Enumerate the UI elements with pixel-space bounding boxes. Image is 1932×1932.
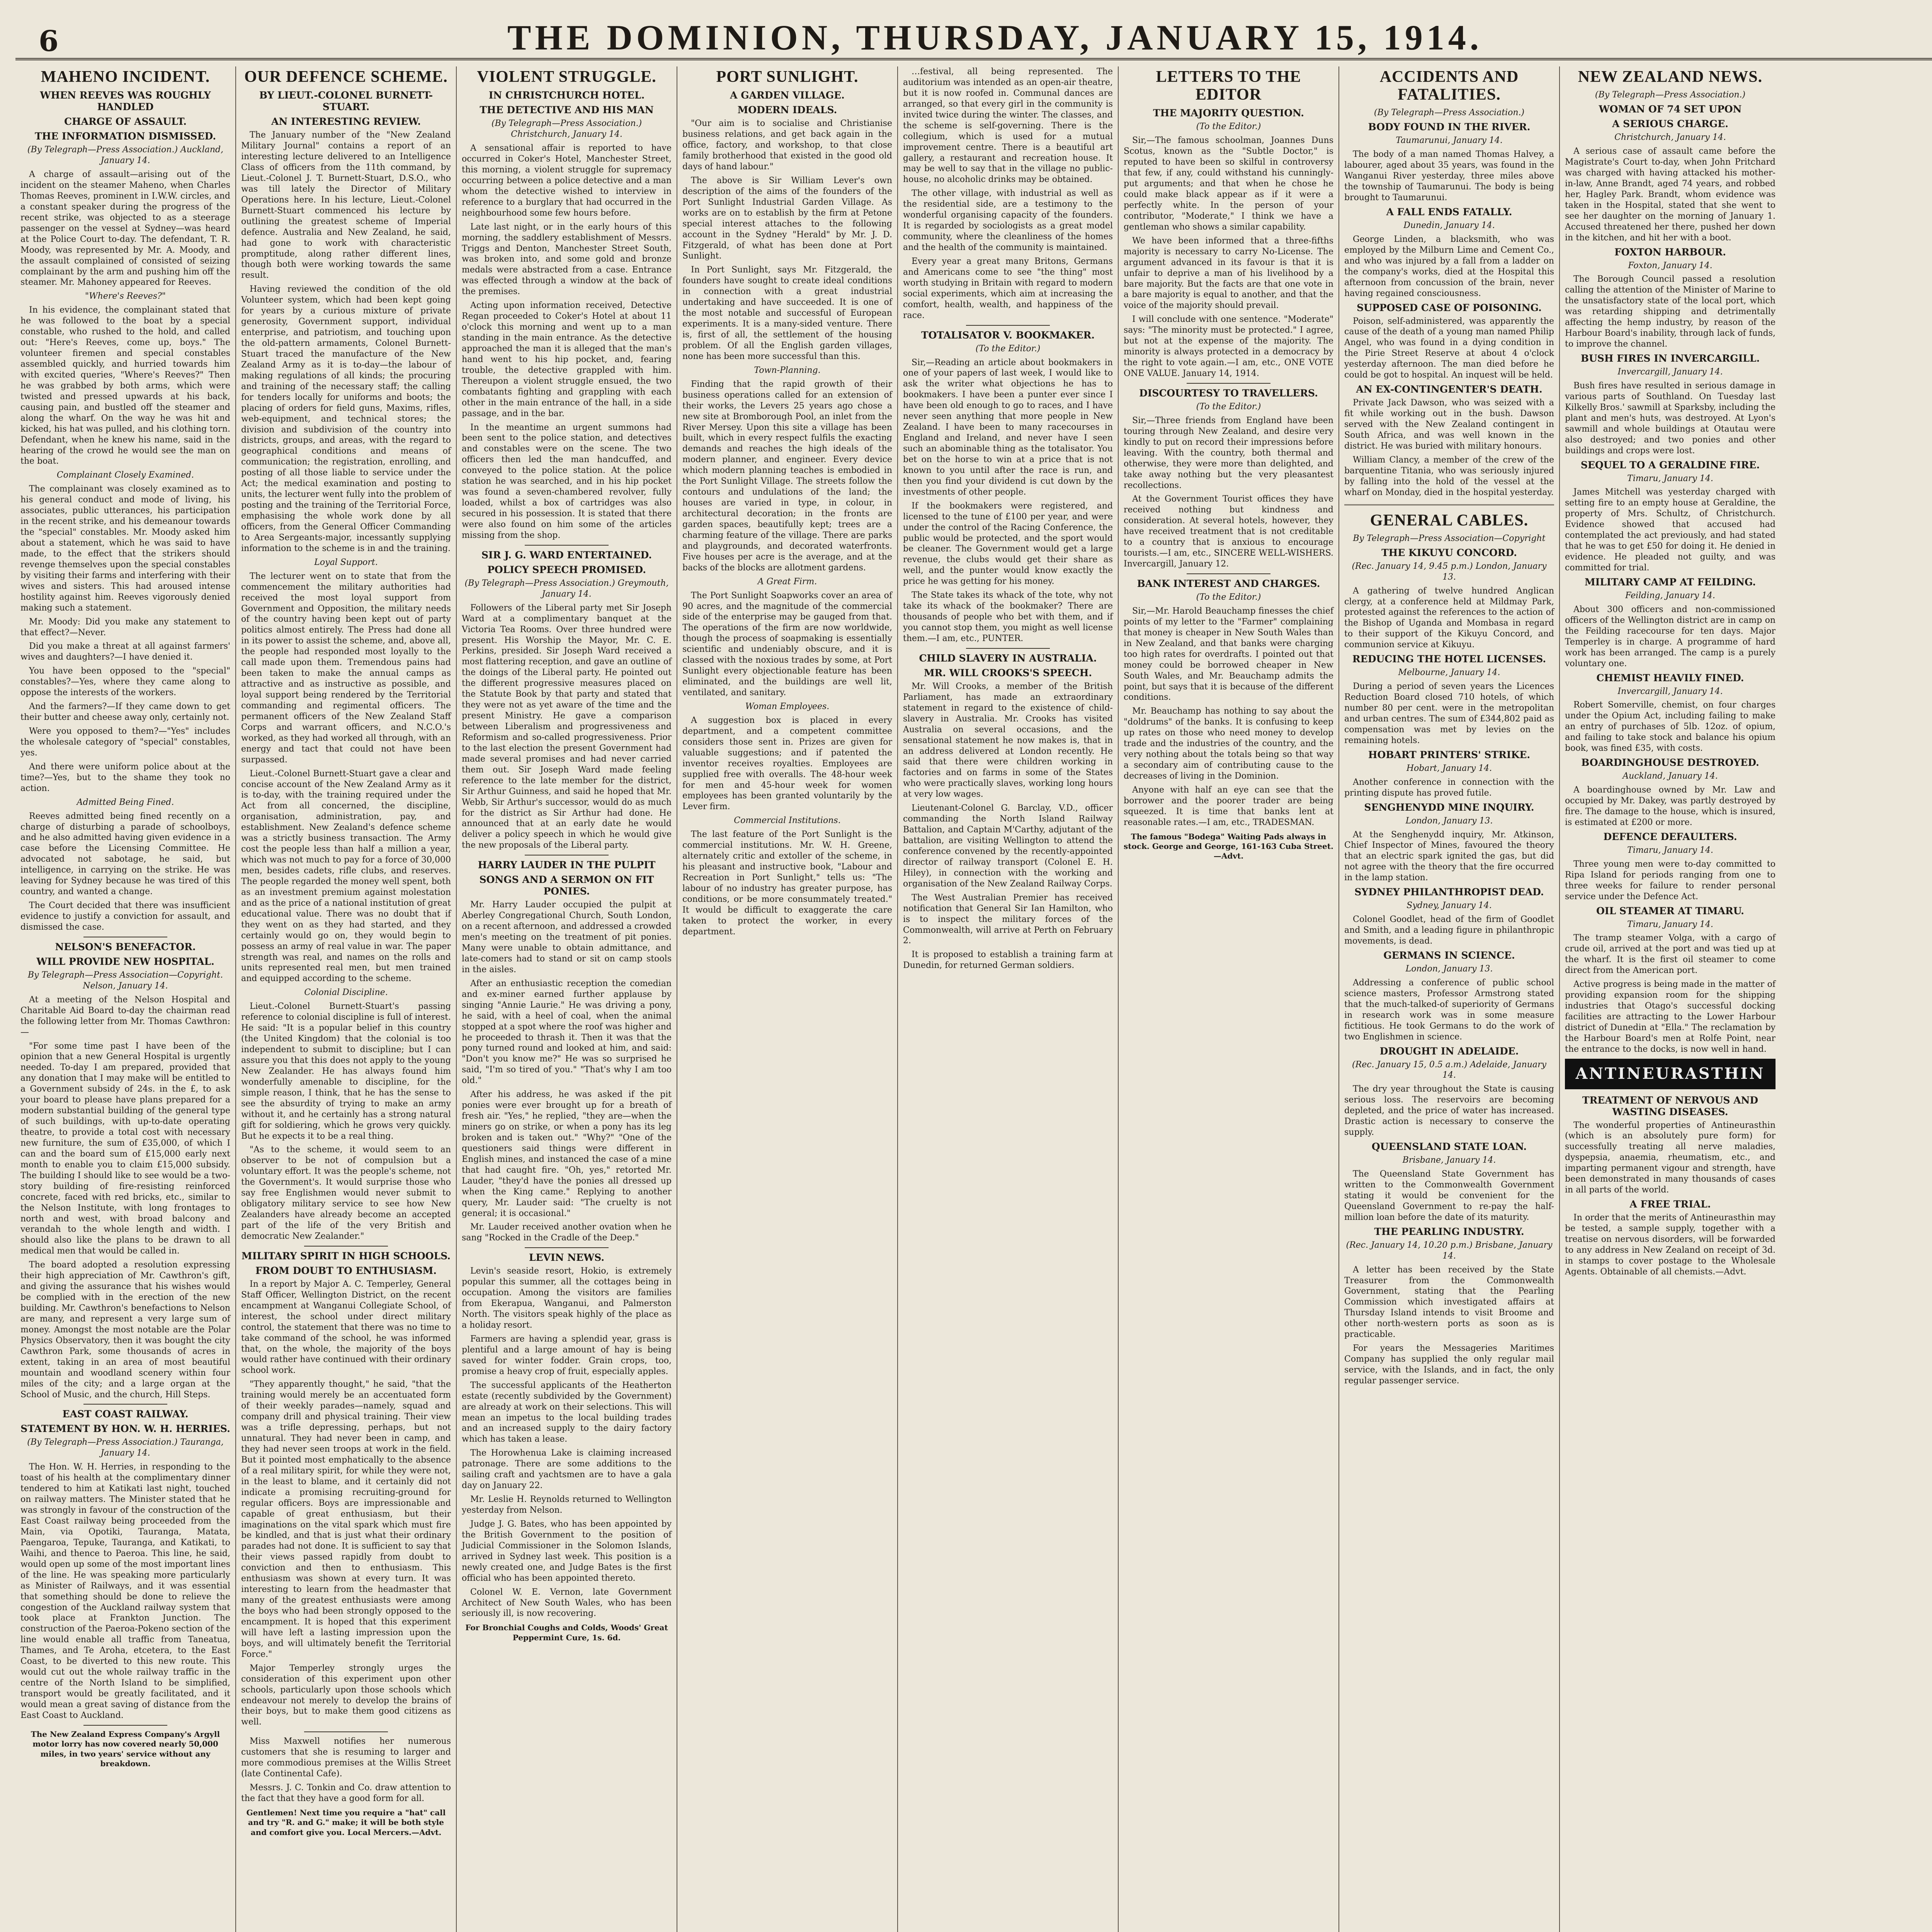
article-subheading: BY LIEUT.-COLONEL BURNETT-STUART. [259, 90, 433, 113]
article-dateline: Feilding, January 14. [1625, 590, 1715, 600]
article-paragraph: In Port Sunlight, says Mr. Fitzgerald, the founders have sought to create ideal conditions in connection with a great industrial undertaking and have succeeded. It is one of the most notable and successful of European experiments. It is a many-sided venture. There is, first of all, the settlement of the housing problem. Of all the English garden villages, none has been more successful than this. [682, 265, 892, 361]
article-paragraph: The State takes its whack of the tote, why not take its whack of the bookmaker? There are thousands of people who bet with them, and if you cannot stop them, you might as well license them.—I am, etc., PUNTER. [903, 590, 1113, 643]
article-subheading: STATEMENT BY HON. W. H. HERRIES. [20, 1423, 230, 1435]
article-subheading: CHILD SLAVERY IN AUSTRALIA. [919, 652, 1097, 664]
article-paragraph: The other village, with industrial as well as the residential side, are a testimony to the wonderful organising capacity of the founders. It is regarded by sociologists as a great model community, where the cleanliness of the homes and the health of the community is maintained. [903, 189, 1113, 252]
article-dateline: (By Telegraph—Press Association.) Christchurch, January 14. [491, 119, 642, 139]
article-headline: OUR DEFENCE SCHEME. [244, 68, 448, 86]
article-paragraph: You have been opposed to the "special" constables?—Yes, where they came along to oppose the interests of the workers. [20, 666, 230, 698]
article-paragraph: James Mitchell was yesterday charged with setting fire to an empty house at Geraldine, the property of Mrs. Schultz, of Christchurch. Evidence showed that accused had contemplated the act previously, and had stated that he was to get £50 for doing it. He denied in evidence. He pleaded not guilty, and was committed for trial. [1565, 487, 1776, 573]
article-paragraph: A boardinghouse owned by Mr. Law and occupied by Mr. Dakey, was partly destroyed by fire. The damage to the house, which is insured, is estimated at £200 or more. [1565, 785, 1776, 827]
article-paragraph: Mr. Leslie H. Reynolds returned to Wellington yesterday from Nelson. [462, 1495, 672, 1515]
article-paragraph: Reeves admitted being fined recently on a charge of disturbing a parade of schoolboys, and he also admitted having given evidence in a case before the Licensing Committee. He advocated not sabotage, he said, but intelligence, in carrying on the strike. He was leaving for Sydney because he was tired of this country, and wanted a change. [20, 811, 230, 897]
article-paragraph: Major Temperley strongly urges the consideration of this experiment upon other schools, particularly upon those schools which endeavour not merely to develop the brains of their boys, but to make them good citizens as well. [241, 1663, 451, 1727]
article-dateline: (To the Editor.) [1196, 122, 1261, 132]
article-subheading: CHARGE OF ASSAULT. [64, 116, 187, 128]
article-dateline: London, January 13. [1405, 816, 1493, 826]
article-subheading: THE DETECTIVE AND HIS MAN [480, 104, 654, 116]
article-dateline: (Rec. January 14, 9.45 p.m.) London, January 13. [1352, 561, 1547, 582]
article-dateline: Invercargill, January 14. [1617, 367, 1723, 377]
article-paragraph: …festival, all being represented. The auditorium was intended as an open-air theatre, but it is now roofed in. Communal dances are arranged, so that every girl in the community is invited twice during the winter. The classes, and the scheme is self-governing. There is the collegium, which is used for a mutual improvement centre. There is a beautiful art gallery, a restaurant and recreation house. It may be well to say that in the village no public-house, no alcoholic drinks may be obtained. [903, 67, 1113, 185]
article-dateline: (Rec. January 15, 0.5 a.m.) Adelaide, January 14. [1352, 1060, 1546, 1080]
article-paragraph: "Our aim is to socialise and Christianise business relations, and get back again in the office, factory, and workshop, to that close family brotherhood that existed in the good old days of hand labour." [682, 119, 892, 172]
article-dateline: (To the Editor.) [1196, 401, 1261, 412]
article-subheading: DROUGHT IN ADELAIDE. [1379, 1045, 1519, 1057]
article-paragraph: A serious case of assault came before the Magistrate's Court to-day, when John Pritchard was charged with having attacked his mother-in-law, Anne Brandt, aged 74 years, and robbed her, Hagley Park. Brandt, whom evidence was taken in the Hospital, stated that she went to see her daughter on the morning of January 1. Accused threatened her there, pushed her down in the kitchen, and hit her with a boot. [1565, 146, 1776, 243]
article-dateline: Woman Employees. [745, 701, 830, 711]
column-divider-rule [83, 1725, 167, 1726]
column-6 [1119, 66, 1339, 1932]
article-paragraph: And the farmers?—If they came down to get their butter and cheese away only, certainly not. [20, 702, 230, 723]
article-subheading: THE KIKUYU CONCORD. [1381, 547, 1517, 558]
column-7 [1339, 66, 1560, 1932]
article-subheading: HOBART PRINTERS' STRIKE. [1368, 749, 1531, 760]
article-subheading: DEFENCE DEFAULTERS. [1603, 831, 1737, 842]
advertisement-text: The famous "Bodega" Waiting Pads always in stock. George and George, 161-163 Cuba Street.—Advt. [1124, 832, 1333, 861]
article-paragraph: A sensational affair is reported to have occurred in Coker's Hotel, Manchester Street, this morning, a violent struggle for supremacy occurring between a police detective and a man whom the detective wished to interview in reference to a burglary that had occurred in the neighbourhood some few hours before. [462, 143, 672, 218]
article-paragraph: Finding that the rapid growth of their business operations called for an extension of their works, the Levers 25 years ago chose a new site at Bromborough Pool, an inlet from the River Mersey. Upon this site a village has been built, which in every respect fulfils the exacting demands and reaches the high ideals of the modern planner, and engineer. Every device which modern planning teaches is embodied in the Port Sunlight Village. The streets follow the contours and undulations of the land; the houses are varied in type, in colour, in architectural decoration; in the fronts are garden spaces, beautifully kept; trees are a charming feature of the village. There are parks and playgrounds, and decorated waterfronts. Five houses per acre is the average, and at the backs of the blocks are allotment gardens. [682, 379, 892, 573]
article-paragraph: Judge J. G. Bates, who has been appointed by the British Government to the position of Judicial Commissioner in the Solomon Islands, arrived in Sydney last week. This position is a newly created one, and Judge Bates is the first official who has been appointed thereto. [462, 1519, 672, 1583]
article-subheading: SIR J. G. WARD ENTERTAINED. [481, 549, 652, 561]
article-paragraph: Three young men were to-day committed to Ripa Island for periods ranging from one to three weeks for failure to render personal service under the Defence Act. [1565, 859, 1776, 901]
column-4 [677, 66, 898, 1932]
column-3 [457, 66, 677, 1932]
article-paragraph: If the bookmakers were registered, and licensed to the tune of £100 per year, and were under the control of the Racing Conference, the public would be protected, and the sport would be cleaner. The Government would get a large revenue, the clubs would get their share as well, and the punter would know exactly the price he was getting for his money. [903, 501, 1113, 587]
article-paragraph: Poison, self-administered, was apparently the cause of the death of a young man named Philip Angel, who was found in a dying condition in the Pirie Street Reserve at about 4 o'clock yesterday afternoon. The man died before he could be got to hospital. An inquest will be held. [1344, 316, 1554, 380]
column-divider-rule [966, 325, 1050, 326]
article-subheading: THE INFORMATION DISMISSED. [34, 131, 216, 142]
article-subheading: SYDNEY PHILANTHROPIST DEAD. [1354, 886, 1544, 898]
column-5 [898, 66, 1119, 1932]
article-dateline: Taumarunui, January 14. [1396, 136, 1503, 146]
article-subheading: A FALL ENDS FATALLY. [1386, 206, 1512, 218]
column-8 [1560, 66, 1781, 1932]
article-paragraph: And there were uniform police about at the time?—Yes, but to the shame they took no action. [20, 762, 230, 793]
article-dateline: (By Telegraph—Press Association.) Tauranga, January 14. [27, 1437, 224, 1458]
article-dateline: Complainant Closely Examined. [56, 470, 194, 480]
article-subheading: DISCOURTESY TO TRAVELLERS. [1139, 387, 1318, 399]
article-paragraph: The wonderful properties of Antineurasthin (which is an absolutely pure form) for successfully treating all nerve maladies, dyspepsia, anaemia, rheumatism, etc., and imparting permanent vigour and strength, have been demonstrated in many thousands of cases in all parts of the world. [1565, 1120, 1776, 1195]
article-subheading: WHEN REEVES WAS ROUGHLY HANDLED [40, 90, 211, 113]
article-paragraph: Colonel Goodlet, head of the firm of Goodlet and Smith, and a leading figure in philanthropic movements, is dead. [1344, 915, 1554, 946]
column-divider-rule [525, 545, 609, 546]
article-paragraph: During a period of seven years the Licences Reduction Board closed 710 hotels, of which number 80 per cent. were in the metropolitan and urban centres. The sum of £344,802 paid as compensation was met by levies on the remaining hotels. [1344, 682, 1554, 745]
article-subheading: BOARDINGHOUSE DESTROYED. [1581, 757, 1759, 769]
article-paragraph: In his evidence, the complainant stated that he was followed to the boat by a special constable, who rushed to the hold, and called out: "Here's Reeves, come up, boys." The volunteer firemen and special constables assembled quickly, and hurried towards him with excited queries, "Where's Reeves?" Then he was grabbed by both arms, which were twisted and pressed upwards at his back, causing pain, and bustled off the steamer and along the wharf. On the way he was hit and kicked, his hat was pulled, and his clothing torn. Defendant, when he knew his name, said in the hearing of the crowd he would see the man on the boat. [20, 305, 230, 466]
column-divider-rule [1344, 504, 1554, 505]
article-paragraph: Anyone with half an eye can see that the borrower and the poorer trader are being squeezed. It is time that banks lent at reasonable rates.—I am, etc., TRADESMAN. [1124, 785, 1333, 827]
article-paragraph: A charge of assault—arising out of the incident on the steamer Maheno, when Charles Thomas Reeves, prominent in I.W.W. circles, and a constant speaker during the progress of the recent strike, was objected to as a steerage passenger on the vessel at Sydney—was heard at the Police Court to-day. The defendant, T. R. Moody, was represented by Mr. A. Moody, and the assault complained of consisted of seizing complainant by the arm and pushing him off the steamer. Mr. Mahoney appeared for Reeves. [20, 170, 230, 287]
article-paragraph: Every year a great many Britons, Germans and Americans come to see "the thing" most worth studying in Britain with regard to modern social experiments, which aim at increasing the comfort, health, wealth, and happiness of the race. [903, 256, 1113, 320]
article-paragraph: We have been informed that a three-fifths majority is necessary to carry No-License. The argument advanced in its favour is that it is unfair to deprive a man of his livelihood by a bare majority. But the facts are that one vote in a bare majority is equal to another, and that the voice of the majority should prevail. [1124, 236, 1333, 311]
newspaper-title: THE DOMINION, THURSDAY, JANUARY 15, 1914. [507, 18, 1483, 57]
article-paragraph: In a report by Major A. C. Temperley, General Staff Officer, Wellington District, on the recent encampment at Wanganui Collegiate School, of interest, the school under direct military control, the statement that there was no time to take command of the school, he was informed that, on the whole, the majority of the boys would rather have continued with their ordinary school work. [241, 1279, 451, 1376]
article-paragraph: The above is Sir William Lever's own description of the aims of the founders of the Port Sunlight Industrial Garden Village. As works are on to establish by the firm at Petone special interest attaches to the following account in the Sydney "Herald" by Mr. J. D. Fitzgerald, of what has been done at Port Sunlight. [682, 175, 892, 261]
article-paragraph: Robert Somerville, chemist, on four charges under the Opium Act, including failing to make an entry of purchases of 5lb. 12oz. of opium, and failing to take stock and balance his opium book, was fined £35, with costs. [1565, 700, 1776, 753]
article-dateline: (By Telegraph—Press Association.) [1595, 90, 1746, 100]
article-paragraph: Lieutenant-Colonel G. Barclay, V.D., officer commanding the North Island Railway Battalion, and Captain M'Carthy, adjutant of the battalion, are visiting Wellington to attend the conference convened by the recently-appointed director of railway transport (Colonel E. H. Hiley), in connection with the working and organisation of the New Zealand Railway Corps. [903, 803, 1113, 889]
article-dateline: A Great Firm. [757, 577, 817, 587]
article-dateline: Timaru, January 14. [1627, 919, 1713, 929]
article-dateline: Sydney, January 14. [1406, 901, 1492, 911]
article-dateline: (To the Editor.) [975, 344, 1041, 354]
article-subheading: A SERIOUS CHARGE. [1612, 118, 1728, 130]
article-headline: NEW ZEALAND NEWS. [1578, 68, 1763, 86]
advertisement-text: Gentlemen! Next time you require a "hat" call and try "R. and G." make; it will be both style and comfort give you. Local Mercers.—Advt. [246, 1808, 446, 1837]
column-divider-rule [304, 1731, 388, 1732]
article-paragraph: Active progress is being made in the matter of providing expansion room for the shipping industries that Otago's successful docking facilities are attracting to the Lower Harbour district of Dunedin at "Ella." The reclamation by the Harbour Board's men at Rolfe Point, near the entrance to the docks, is now well in hand. [1565, 980, 1776, 1054]
column-divider-rule [1187, 383, 1270, 384]
article-paragraph: The Court decided that there was insufficient evidence to justify a conviction for assault, and dismissed the case. [20, 901, 230, 932]
article-dateline: (By Telegraph—Press Association.) [1374, 108, 1525, 118]
article-headline: GENERAL CABLES. [1370, 511, 1529, 529]
article-headline: VIOLENT STRUGGLE. [477, 68, 656, 86]
article-dateline: Loyal Support. [314, 557, 378, 567]
article-subheading: SENGHENYDD MINE INQUIRY. [1364, 801, 1534, 813]
article-paragraph: At the Senghenydd inquiry, Mr. Atkinson, Chief Inspector of Mines, favoured the theory that an electric spark ignited the gas, but did not agree with the theory that the fire occurred in the lamp station. [1344, 830, 1554, 883]
article-paragraph: The Hon. W. H. Herries, in responding to the toast of his health at the complimentary dinner tendered to him at Katikati last night, touched on railway matters. The Minister stated that he was strongly in favour of the construction of the East Coast railway being proceeded from the Main, via Opotiki, Tauranga, Matata, Paengaroa, Tepuke, Tauranga, and Katikati, to Waihi, and thence to Paeroa. This line, he said, would open up some of the most important lines of the line. He was speaking more particularly as Minister of Railways, and it was essential that something should be done to relieve the congestion of the Auckland railway system that took place at Frankton Junction. The construction of the Paeroa-Pokeno section of the line would enable all traffic from Taneatua, Thames, and Te Aroha, etcetera, to the East Coast, to be diverted to this new route. This would cut out the whole railway traffic in the centre of the North Island to be simplified, transport would be greatly facilitated, and it would mean a great saving of distance from the East Coast to Auckland. [20, 1462, 230, 1720]
article-paragraph: Having reviewed the condition of the old Volunteer system, which had been kept going for years by a curious mixture of private generosity, Government support, individual enterprise, and patriotism, and touching upon the old-pattern armaments, Colonel Burnett-Stuart traced the manufacture of the New Zealand Army as it is to-day—the labour of making regulations of all kinds; the procuring and training of the necessary staff; the calling for tenders locally for uniforms and boots; the placing of orders for field guns, Maxims, rifles, web-equipment, and technical stores; the division and subdivision of the country into districts, groups, and areas, with the regard to geographical conditions and means of communication; the registration, enrolling, and posting of all those liable to service under the Act; the medical examination and posting to units, the lecturer went fully into the problem of posting and the training of the Territorial Force, emphasising the whole work done by all officers, from the General Officer Commanding to Area Sergeants-major, incessantly supplying information to the scheme is in and the training. [241, 284, 451, 553]
article-paragraph: Bush fires have resulted in serious damage in various parts of Southland. On Tuesday last Kilkelly Bros.' sawmill at Sparksby, including the plant and men's huts, was destroyed. At Lyon's sawmill and whole buildings at Otautau were also destroyed; and two ponies and other buildings and crops were lost. [1565, 381, 1776, 456]
article-paragraph: Were you opposed to them?—"Yes" includes the wholesale category of "special" constables, yes. [20, 726, 230, 758]
article-paragraph: After an enthusiastic reception the comedian and ex-miner earned further applause by singing "Annie Laurie." He was driving a pony, he said, with a heel of coal, when the animal stopped at a spot where the roof was higher and he proceeded to thrash it. Then it was that the pony turned round and looked at him, and said: "Don't you know me?" He was so surprised he said, "I'm so tired of you." "That's why I am too old." [462, 978, 672, 1086]
article-paragraph: Miss Maxwell notifies her numerous customers that she is resuming to larger and more commodious premises at the Willis Street (late Continental Cafe). [241, 1736, 451, 1779]
article-paragraph: For years the Messageries Maritimes Company has supplied the only regular mail service, with the Islands, and in fact, the only regular passenger service. [1344, 1344, 1554, 1386]
article-paragraph: Another conference in connection with the printing dispute has proved futile. [1344, 777, 1554, 798]
article-subheading: TOTALISATOR V. BOOKMAKER. [921, 329, 1095, 341]
article-paragraph: After his address, he was asked if the pit ponies were ever brought up for a breath of fresh air. "Yes," he replied, "they are—when the miners go on strike, or when a pony has its leg broken and is taken out." "Why?" "One of the questioners said things were different in English mines, and instanced the case of a mine that had caught fire. "Oh, yes," retorted Mr. Lauder, "they'd have the ponies all dressed up when the King came." Replying to another query, Mr. Lauder said: "The cruelty is not general; it is occasional." [462, 1090, 672, 1218]
article-paragraph: "They apparently thought," he said, "that the training would merely be an accentuated form of their weekly parades—namely, squad and company drill and physical training. Their view was a trifle depressing, perhaps, but not unnatural. They had never been in camp, and they had never seen troops at work in the field. But it pointed most emphatically to the absence of a real military spirit, for while they were not, in the least to blame, and it certainly did not indicate a promising recruiting-ground for regular officers. Boys are impressionable and capable of great enthusiasm, but their imaginations on the vital spark which must fire be kindled, and that is just what their ordinary parades had not done. It is sufficient to say that their views passed rapidly from doubt to conviction and then to enthusiasm. This enthusiasm was shown at every turn. It was interesting to learn from the headmaster that many of the greatest enthusiasts were among the boys who had been strongly opposed to the encampment. It is hoped that this experiment will have left a lasting impression upon the boys, and will ultimately benefit the Territorial Force." [241, 1379, 451, 1659]
article-paragraph: In the meantime an urgent summons had been sent to the police station, and detectives and constables were on the scene. The two officers then led the man handcuffed, and conveyed to the police station. At the police station he was searched, and in his hip pocket was found a seven-chambered revolver, fully loaded, whilst a box of cartridges was also secured in his possession. It is stated that there were also found on him some of the articles missing from the shop. [462, 422, 672, 540]
article-dateline: Invercargill, January 14. [1617, 686, 1723, 696]
column-divider-rule [525, 1247, 609, 1248]
article-subheading: FROM DOUBT TO ENTHUSIASM. [255, 1265, 437, 1276]
article-paragraph: The Port Sunlight Soapworks cover an area of 90 acres, and the magnitude of the commercial side of the enterprise may be gauged from that. The operations of the firm are now worldwide, though the process of soapmaking is essentially scientific and undeniably obscure, and it is classed with the noxious trades by some, at Port Sunlight every objectionable feature has been eliminated, and the buildings are well lit, ventilated, and sanitary. [682, 590, 892, 697]
article-headline: LETTERS TO THE EDITOR [1156, 68, 1301, 104]
article-paragraph: At a meeting of the Nelson Hospital and Charitable Aid Board to-day the chairman read the following letter from Mr. Thomas Cawthron:— [20, 995, 230, 1037]
article-dateline: London, January 13. [1405, 964, 1493, 974]
article-paragraph: William Clancy, a member of the crew of the barquentine Titania, who was seriously injured by falling into the hold of the vessel at the wharf on Monday, died in the hospital yesterday. [1344, 455, 1554, 497]
article-paragraph: Late last night, or in the early hours of this morning, the saddlery establishment of Messrs. Triggs and Denton, Manchester Street South, was broken into, and some gold and bronze medals were abstracted from a case. Entrance was effected through a window at the back of the premises. [462, 222, 672, 297]
article-paragraph: Sir,—Reading an article about bookmakers in one of your papers of last week, I would like to ask the writer what objections he has to bookmakers. I have been a punter ever since I have been old enough to go to races, and I have never seen anything that more people in New Zealand. I have been to many racecourses in England and Ireland, and never have I seen such an abominable thing as the totalisator. You bet on the horse to win at a price that is not known to you until after the race is run, and then you find your dividend is cut down by the investments of other people. [903, 357, 1113, 497]
article-paragraph: Mr. Harry Lauder occupied the pulpit at Aberley Congregational Church, South London, on a recent afternoon, and addressed a crowded men's meeting on the treatment of pit ponies. Many were unable to obtain admittance, and late-comers had to stand or sit on camp stools in the aisles. [462, 900, 672, 975]
masthead [15, 15, 1932, 60]
article-subheading: WOMAN OF 74 SET UPON [1599, 104, 1742, 115]
article-headline: ACCIDENTS AND FATALITIES. [1379, 68, 1519, 104]
article-paragraph: "For some time past I have been of the opinion that a new General Hospital is urgently needed. To-day I am prepared, provided that any donation that I may make will be entitled to a Government subsidy of 24s. in the £, to ask your board to please have plans prepared for a modern substantial building of the general type of such buildings, with up-to-date operating theatre, to provide a total cost with necessary new furniture, the sum of £35,000, of which I can and the board sum of £15,000 early next month to enable you to claim £15,000 subsidy. The building I should like to see would be a two-story building of fire-resisting reinforced concrete, faced with red bricks, etc., similar to the Nelson Institute, with long frontages to north and west, with broad balcony and verandah to the whole length and width. I should also like the plans to be drawn to all medical men that would be called in. [20, 1041, 230, 1256]
article-dateline: Melbourne, January 14. [1398, 668, 1500, 678]
article-subheading: CHEMIST HEAVILY FINED. [1596, 672, 1744, 684]
article-headline: PORT SUNLIGHT. [716, 68, 859, 86]
article-subheading: OIL STEAMER AT TIMARU. [1596, 905, 1744, 917]
advertisement-text: For Bronchial Coughs and Colds, Woods' Great Peppermint Cure, 1s. 6d. [465, 1623, 668, 1642]
article-paragraph: The Queensland State Government has written to the Commonwealth Government stating it would be convenient for the Queensland Government to re-pay the half-million loan before the date of its maturity. [1344, 1169, 1554, 1222]
article-dateline: (To the Editor.) [1196, 592, 1261, 602]
article-paragraph: "As to the scheme, it would seem to an observer to be not of compulsion but a voluntary effort. It was the people's scheme, not the Government's. It would surprise those who say free Englishmen would never submit to obligatory military service to see how New Zealanders have already become an accepted part of the life of the very British and democratic New Zealander." [241, 1145, 451, 1241]
article-dateline: Dunedin, January 14. [1403, 220, 1495, 230]
article-paragraph: Colonel W. E. Vernon, late Government Architect of New South Wales, who has been seriously ill, is now recovering. [462, 1587, 672, 1619]
article-dateline: By Telegraph—Press Association—Copyright. Nelson, January 14. [27, 970, 223, 991]
article-dateline: By Telegraph—Press Association—Copyright [1353, 533, 1546, 543]
article-paragraph: Mr. Will Crooks, a member of the British Parliament, has made an extraordinary statement in regard to the existence of child-slavery in Australia. Mr. Crooks has visited Australia on several occasions, and the sensational statement he now makes is, that in an address delivered at London recently. He said that there were children working in factories and on farms in some of the States who were practically slaves, working long hours at very low wages. [903, 681, 1113, 799]
article-subheading: BODY FOUND IN THE RIVER. [1368, 121, 1531, 133]
column-divider-rule [83, 1404, 167, 1405]
article-subheading: MR. WILL CROOKS'S SPEECH. [923, 667, 1092, 679]
article-paragraph: The body of a man named Thomas Halvey, a labourer, aged about 35 years, was found in the Wanganui River yesterday, three miles above the township of Taumarunui. The body is being brought to Taumarunui. [1344, 150, 1554, 202]
page-number: 6 [39, 25, 59, 58]
article-paragraph: Lieut.-Colonel Burnett-Stuart gave a clear and concise account of the New Zealand Army as it is to-day, with the training required under the Act from all concerned, the discipline, organisation, administration, pay, and establishment. New Zealand's defence scheme was a strictly business transaction. The Army cost the people less than half a million a year, which was not much to pay for a force of 30,000 men, besides cadets, rifle clubs, and reserves. The people regarded the money well spent, both as an investment premium against molestation and as the price of a national institution of great educational value. There was no doubt that if they went on as they had started, and they certainly would go on, they would begin to possess an army of real value in war. The paper strength was real, and names on the rolls and units represented real men, but men trained and equipped according to the scheme. [241, 769, 451, 984]
article-subheading: SUPPOSED CASE OF POISONING. [1357, 302, 1542, 313]
article-paragraph: Mr. Moody: Did you make any statement to that effect?—Never. [20, 617, 230, 638]
article-paragraph: Private Jack Dawson, who was seized with a fit while working out in the bush. Dawson served with the New Zealand contingent in South Africa, and was well known in the district. He was buried with military honours. [1344, 398, 1554, 451]
article-paragraph: The dry year throughout the State is causing serious loss. The reservoirs are becoming depleted, and the price of water has increased. Drastic action is necessary to conserve the supply. [1344, 1084, 1554, 1138]
article-dateline: Christchurch, January 14. [1614, 133, 1726, 143]
article-dateline: Commercial Institutions. [734, 816, 841, 826]
article-subheading: TREATMENT OF NERVOUS AND WASTING DISEASES. [1582, 1094, 1759, 1117]
article-dateline: (By Telegraph—Press Association.) Auckland, January 14. [27, 145, 224, 166]
article-paragraph: Mr. Lauder received another ovation when he sang "Rocked in the Cradle of the Deep." [462, 1222, 672, 1243]
article-subheading: LEVIN NEWS. [529, 1252, 605, 1264]
article-paragraph: The successful applicants of the Heatherton estate (recently subdivided by the Government) are already at work on their selections. This will mean an impetus to the local building trades and an increased supply to the dairy factory which has taken a lease. [462, 1380, 672, 1444]
article-subheading: BANK INTEREST AND CHARGES. [1137, 578, 1320, 589]
article-subheading: A FREE TRIAL. [1629, 1199, 1711, 1210]
article-paragraph: Sir,—Mr. Harold Beauchamp finesses the chief points of my letter to the "Farmer" complaining that money is cheaper in New South Wales than in New Zealand, and that banks were charging too high rates for overdrafts. I pointed out that money could be borrowed cheaper in New South Wales, and Mr. Beauchamp admits the point, but says that it is because of the different conditions. [1124, 606, 1333, 702]
article-subheading: SONGS AND A SERMON ON FIT PONIES. [479, 874, 654, 897]
article-paragraph: Levin's seaside resort, Hokio, is extremely popular this summer, all the cottages being in occupation. Among the visitors are families from Ekerapua, Wanganui, and Palmerston North. The visitors speak highly of the place as a holiday resort. [462, 1266, 672, 1330]
article-paragraph: Sir,—Three friends from England have been touring through New Zealand, and desire very kindly to put on record their impressions before leaving. With the country, both thermal and otherwise, they were more than delighted, and take away nothing but the very pleasantest recollections. [1124, 415, 1333, 490]
article-paragraph: Farmers are having a splendid year, grass is plentiful and a large amount of hay is being saved for winter fodder. Grain crops, too, promise a heavy crop of fruit, especially apples. [462, 1334, 672, 1376]
article-paragraph: A gathering of twelve hundred Anglican clergy, at a conference held at Mildmay Park, protested against the references to the action of the Bishop of Uganda and Mombasa in regard to their support of the Kikuyu Concord, and communion service at Kikuyu. [1344, 586, 1554, 650]
article-paragraph: Mr. Beauchamp has nothing to say about the "doldrums" of the banks. It is confusing to keep up rates on those who need money to develop trade and the industries of the country, and the very nothing about the totals being so that way a secondary aim of contributing cause to the decreases of living in the Dominion. [1124, 706, 1333, 781]
article-paragraph: The board adopted a resolution expressing their high appreciation of Mr. Cawthron's gift, and giving the assurance that his wishes would be complied with in the erection of the new building. Mr. Cawthron's benefactions to Nelson are many, and represent a very large sum of money. Amongst the most notable are the Polar Physics Observatory, then it was bought the city Cawthron Park, some thousands of acres in extent, taking in an area of most beautiful mountain and woodland scenery within four miles of the city; and a large organ at the School of Music, and the church, Hill Steps. [20, 1260, 230, 1400]
article-paragraph: The complainant was closely examined as to his general conduct and mode of living, his associates, public utterances, his participation in the recent strike, and his demeanour towards the "special" constables. Mr. Moody asked him about a statement, which he was said to have made, to the effect that the strikers should revenge themselves upon the special constables by visiting their farms and interfering with their wives and sisters. This had aroused intense hostility against him. Reeves vigorously denied making such a statement. [20, 484, 230, 613]
article-paragraph: I will conclude with one sentence. "Moderate" says: "The minority must be protected." I agree, but not at the expense of the majority. The minority is always protected in a democracy by the right to vote again.—I am, etc., ONE VOTE ONE VALUE. January 14, 1914. [1124, 315, 1333, 378]
article-subheading: REDUCING THE HOTEL LICENSES. [1352, 653, 1546, 665]
columns [15, 66, 1932, 1932]
article-dateline: Timaru, January 14. [1627, 473, 1713, 483]
article-paragraph: A letter has been received by the State Treasurer from the Commonwealth Government, stating that the Pearling Commission which investigated affairs at Thursday Island intends to visit Broome and other north-western ports as soon as is practicable. [1344, 1265, 1554, 1340]
advertisement-text: The New Zealand Express Company's Argyll motor lorry has now covered nearly 50,000 miles, in two years' service without any breakdown. [31, 1729, 220, 1768]
article-subheading: NELSON'S BENEFACTOR. [55, 941, 196, 952]
article-paragraph: At the Government Tourist offices they have received nothing but kindness and consideration. At several hotels, however, they have received treatment that is not creditable to a country that is anxious to encourage tourists.—I am, etc., SINCERE WELL-WISHERS. Invercargill, January 12. [1124, 494, 1333, 569]
article-dateline: Auckland, January 14. [1622, 771, 1718, 781]
article-dateline: Foxton, January 14. [1628, 260, 1713, 270]
article-subheading: MODERN IDEALS. [737, 104, 837, 116]
article-paragraph: Lieut.-Colonel Burnett-Stuart's passing reference to colonial discipline is full of interest. He said: "It is a popular belief in this country (the United Kingdom) that the colonial is too independent to submit to discipline; but I can assure you that this does not apply to the young New Zealander. He has always found him wonderfully amenable to discipline, for the simple reason, I think, that he has the sense to see the absurdity of trying to make an army without it, and he certainly has a strong natural gift for soldiering, which he grows very quickly. But he expects it to be a real thing. [241, 1002, 451, 1141]
article-paragraph: About 300 officers and non-commissioned officers of the Wellington district are in camp on the Feilding racecourse for ten days. Major Temperley is in charge. A programme of hard work has been arranged. The camp is a purely voluntary one. [1565, 604, 1776, 668]
article-paragraph: The tramp steamer Volga, with a cargo of crude oil, arrived at the port and was tied up at the wharf. It is the first oil steamer to come direct from the American port. [1565, 933, 1776, 976]
article-paragraph: The last feature of the Port Sunlight is the commercial institutions. Mr. W. H. Greene, alternately critic and extoller of the scheme, in his pleasant and instructive book, "Labour and Recreation in Port Sunlight," tells us: "The labour of no industry has greater purpose, has conditions, or be more consummately treated." It would be difficult to exaggerate the care taken to protect the worker, in every department. [682, 830, 892, 937]
article-subheading: EAST COAST RAILWAY. [62, 1408, 189, 1420]
article-subheading: SEQUEL TO A GERALDINE FIRE. [1580, 459, 1760, 471]
article-subheading: AN EX-CONTINGENTER'S DEATH. [1356, 384, 1543, 395]
article-subheading: POLICY SPEECH PROMISED. [487, 564, 646, 575]
article-paragraph: Sir,—The famous schoolman, Joannes Duns Scotus, known as the "Subtle Doctor," is reputed to have been so skilful in controversy that few, if any, could withstand his cunningly-put arguments; and that when he chose he could make black appear as if it were a perfectly white. In the person of your contributor, "Moderate," I think we have a gentleman who shows a similar capability. [1124, 136, 1333, 232]
article-paragraph: George Linden, a blacksmith, who was employed by the Milburn Lime and Cement Co., and who was injured by a fall from a ladder on the company's works, died at the Hospital this afternoon from concussion of the brain, never having regained consciousness. [1344, 234, 1554, 298]
advertisement-banner: ANTINEURASTHIN [1565, 1059, 1776, 1089]
article-subheading: GERMANS IN SCIENCE. [1383, 949, 1515, 961]
article-paragraph: It is proposed to establish a training farm at Dunedin, for returned German soldiers. [903, 950, 1113, 971]
article-paragraph: Did you make a threat at all against farmers' wives and daughters?—I have denied it. [20, 641, 230, 662]
article-dateline: (By Telegraph—Press Association.) Greymouth, January 14. [464, 578, 669, 599]
article-paragraph: The January number of the "New Zealand Military Journal" contains a report of an interesting lecture delivered to an Intelligence Class of officers from the 11th command, by Lieut.-Colonel J. T. Burnett-Stuart, D.S.O., who was till lately the Director of Military Operations here. In his lecture, Lieut.-Colonel Burnett-Stuart commenced his lecture by outlining the greatest scheme of Imperial defence. Australia and New Zealand, he said, had gone to work with characteristic promptitude, along rather different lines, though both were working towards the same result. [241, 130, 451, 281]
article-headline: MAHENO INCIDENT. [41, 68, 210, 86]
article-paragraph: Followers of the Liberal party met Sir Joseph Ward at a complimentary banquet at the Victoria Tea Rooms. Over three hundred were present. His Worship the Mayor, Mr. C. E. Perkins, presided. Sir Joseph Ward received a most flattering reception, and gave an outline of the doings of the Liberal party. He pointed out the different progressive measures placed on the Statute Book by that party and stated that they were not as yet aware of the time and the present Ministry. He gave a comparison between Liberalism and progressiveness and Reformism and so-called progressiveness. Prior to the last election the present Government had made several promises and had never carried them out. Sir Joseph Ward made feeling reference to the late member for the district, Sir Arthur Guinness, and said he hoped that Mr. Webb, Sir Arthur's successor, would do as much for the district as Sir Arthur had done. He announced that at an early date he would deliver a policy speech in which he would give the new proposals of the Liberal party. [462, 603, 672, 850]
article-paragraph: A suggestion box is placed in every department, and a competent committee considers those sent in. Prizes are given for valuable suggestions; and if patented the inventor receives royalties. Employees are supplied free with overalls. The 48-hour week for men and 45-hour week for women employees has been granted voluntarily by the Lever firm. [682, 715, 892, 812]
article-subheading: MILITARY CAMP AT FEILDING. [1584, 576, 1756, 588]
article-subheading: QUEENSLAND STATE LOAN. [1371, 1141, 1527, 1153]
article-paragraph: Messrs. J. C. Tonkin and Co. draw attention to the fact that they have a good form for all. [241, 1783, 451, 1803]
article-dateline: Brisbane, January 14. [1402, 1155, 1496, 1165]
article-paragraph: In order that the merits of Antineurasthin may be tested, a sample supply, together with a treatise on nervous disorders, will be forwarded to any address in New Zealand on receipt of 3d. in stamps to cover postage to the Wholesale Agents. Obtainable of all chemists.—Advt. [1565, 1213, 1776, 1277]
column-2 [236, 66, 457, 1932]
article-subheading: WILL PROVIDE NEW HOSPITAL. [36, 956, 214, 967]
article-subheading: IN CHRISTCHURCH HOTEL. [488, 90, 645, 101]
article-dateline: Colonial Discipline. [304, 988, 388, 998]
article-subheading: AN INTERESTING REVIEW. [271, 116, 421, 128]
article-dateline: Hobart, January 14. [1406, 763, 1492, 773]
article-subheading: THE PEARLING INDUSTRY. [1374, 1226, 1524, 1237]
article-paragraph: Acting upon information received, Detective Regan proceeded to Coker's Hotel at about 11 o'clock this morning and went up to a man standing in the main entrance. As the detective approached the man it is alleged that the man's hand went to his hip pocket, and, fearing trouble, the detective grappled with him. Thereupon a violent struggle ensued, the two combatants fighting and grappling with each other in the main entrance of the hall, in a side passage, and in the bar. [462, 301, 672, 418]
article-dateline: (Rec. January 14, 10.20 p.m.) Brisbane, January 14. [1346, 1240, 1553, 1261]
article-dateline: Town-Planning. [754, 365, 821, 375]
article-paragraph: Addressing a conference of public school science masters, Professor Armstrong stated that the much-talked-of superiority of Germans in research work was in some measure fictitious. He took Germans to do the work of two Englishmen in science. [1344, 978, 1554, 1042]
article-paragraph: The lecturer went on to state that from the commencement the military authorities had received the most loyal support from Government and Opposition, the military needs of the country having been kept out of party politics almost entirely. The Press had done all in its power to assist the scheme, and, above all, the people had responded most loyally to the call made upon them. Tremendous pains had been taken to make the annual camps as attractive and as instructive as possible, and loyal support being rendered by the Territorial commanding and regimental officers. The permanent officers of the New Zealand Staff Corps and warrant officers, and N.C.O.'s worked, as they had worked all through, with an energy and tact that could not have been surpassed. [241, 571, 451, 765]
column-divider-rule [304, 1246, 388, 1247]
article-subheading: MILITARY SPIRIT IN HIGH SCHOOLS. [242, 1250, 451, 1262]
article-subheading: BUSH FIRES IN INVERCARGILL. [1580, 353, 1760, 364]
article-dateline: "Where's Reeves?" [85, 291, 166, 301]
article-paragraph: The Borough Council passed a resolution calling the attention of the Minister of Marine to the unsatisfactory state of the local port, which was retarding shipping and detrimentally affecting the hemp industry, by reason of the Harbour Board's inability, through lack of funds, to improve the channel. [1565, 274, 1776, 349]
column-divider-rule [1187, 573, 1270, 574]
article-paragraph: The West Australian Premier has received notification that General Sir Ian Hamilton, who is to inspect the military forces of the Commonwealth, will arrive at Perth on February 2. [903, 893, 1113, 946]
article-subheading: FOXTON HARBOUR. [1614, 246, 1726, 258]
article-subheading: HARRY LAUDER IN THE PULPIT [478, 859, 656, 871]
article-dateline: Admitted Being Fined. [77, 797, 174, 807]
column-1 [15, 66, 236, 1932]
column-divider-rule [966, 648, 1050, 649]
article-subheading: A GARDEN VILLAGE. [730, 90, 845, 101]
article-paragraph: The Horowhenua Lake is claiming increased patronage. There are some additions to the sailing craft and yachtsmen are to have a gala day on January 22. [462, 1448, 672, 1491]
article-subheading: THE MAJORITY QUESTION. [1153, 107, 1304, 119]
article-dateline: Timaru, January 14. [1627, 845, 1713, 855]
